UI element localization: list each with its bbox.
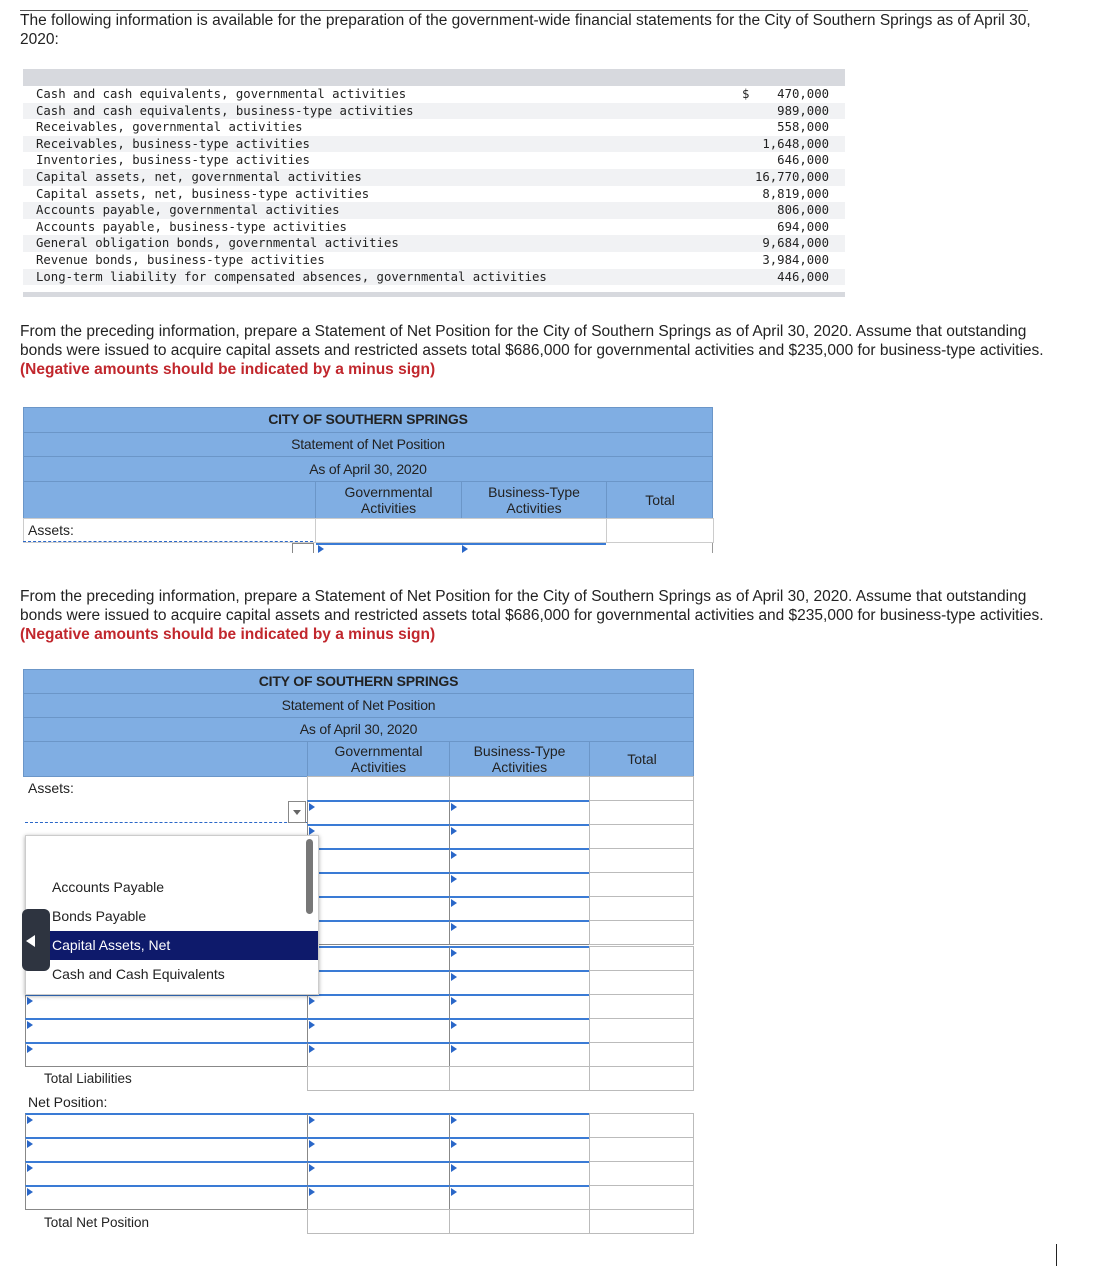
input-arrow-icon bbox=[451, 997, 457, 1005]
input-arrow-icon bbox=[309, 1140, 315, 1148]
net-gov-input[interactable] bbox=[307, 1161, 450, 1186]
biz-input[interactable] bbox=[449, 824, 590, 849]
data-row-label: Accounts payable, governmental activities bbox=[36, 203, 340, 218]
instruction-paragraph-2 bbox=[20, 587, 1050, 644]
input-arrow-icon bbox=[451, 1116, 457, 1124]
total-cell bbox=[589, 920, 694, 945]
input-arrow-icon bbox=[27, 1188, 33, 1196]
data-row-value: 694,000 bbox=[777, 219, 829, 234]
data-row-value: 1,648,000 bbox=[762, 136, 829, 151]
given-data-table bbox=[23, 69, 845, 297]
data-row-value: 16,770,000 bbox=[754, 170, 829, 184]
data-row-label: Receivables, business-type activities bbox=[36, 136, 310, 151]
statement2-col-gov: Governmental Activities bbox=[334, 743, 423, 775]
total-cell bbox=[589, 1042, 694, 1067]
account-select[interactable] bbox=[25, 1018, 308, 1043]
data-row bbox=[23, 269, 845, 286]
statement2-title: Statement of Net Position bbox=[281, 697, 436, 713]
gov-input[interactable] bbox=[307, 946, 450, 971]
gov-input[interactable] bbox=[307, 994, 450, 1019]
input-arrow-icon bbox=[451, 1140, 457, 1148]
data-row bbox=[23, 86, 845, 103]
text-cursor bbox=[1056, 1244, 1057, 1266]
data-row-value: 470,000 bbox=[777, 87, 829, 101]
data-row-value: 3,984,000 bbox=[762, 253, 829, 267]
data-row-value: 8,819,000 bbox=[762, 186, 829, 201]
gov-input[interactable] bbox=[307, 872, 450, 897]
input-arrow-icon bbox=[451, 973, 457, 981]
data-row-value: 646,000 bbox=[777, 153, 829, 168]
statement1-input-row[interactable] bbox=[316, 543, 606, 545]
data-row bbox=[23, 169, 845, 186]
net-total-cell bbox=[589, 1161, 694, 1186]
input-arrow-icon bbox=[27, 1116, 33, 1124]
data-row bbox=[23, 103, 845, 120]
gov-input[interactable] bbox=[307, 1042, 450, 1067]
option-capital-assets-net[interactable]: Capital Assets, Net bbox=[26, 931, 318, 960]
data-row-currency: $ bbox=[742, 87, 750, 101]
statement1-assets-total bbox=[606, 518, 714, 543]
biz-input[interactable] bbox=[449, 800, 590, 825]
statement1-arrow-1 bbox=[318, 545, 324, 553]
data-row bbox=[23, 136, 845, 153]
data-row-label: Cash and cash equivalents, governmental activities bbox=[36, 87, 407, 101]
account-select[interactable] bbox=[25, 1042, 308, 1067]
input-arrow-icon bbox=[309, 997, 315, 1005]
data-row bbox=[23, 152, 845, 169]
dropdown-scroll-knob[interactable] bbox=[22, 909, 50, 971]
data-row-label: General obligation bonds, governmental activities bbox=[36, 236, 399, 251]
data-row-value: 446,000 bbox=[777, 269, 829, 284]
assets-gov-cell bbox=[307, 776, 450, 801]
gov-input[interactable] bbox=[307, 848, 450, 873]
statement1-city: CITY OF SOUTHERN SPRINGS bbox=[268, 411, 468, 427]
input-arrow-icon bbox=[451, 1045, 457, 1053]
chevron-down-icon bbox=[293, 810, 301, 815]
input-arrow-icon bbox=[451, 923, 457, 931]
statement1-assets-label: Assets: bbox=[28, 522, 74, 538]
data-row-value: 989,000 bbox=[777, 103, 829, 118]
net-position-label: Net Position: bbox=[28, 1094, 108, 1110]
input-arrow-icon bbox=[451, 851, 457, 859]
data-row-value: 806,000 bbox=[777, 203, 829, 218]
select-toggle[interactable] bbox=[288, 801, 306, 823]
input-arrow-icon bbox=[451, 949, 457, 957]
statement1-account-select[interactable] bbox=[23, 541, 313, 542]
input-arrow-icon bbox=[27, 1045, 33, 1053]
input-arrow-icon bbox=[451, 899, 457, 907]
input-arrow-icon bbox=[309, 1116, 315, 1124]
instruction-note: (Negative amounts should be indicated by a minus sign) bbox=[20, 361, 436, 378]
instruction-note-2: (Negative amounts should be indicated by a minus sign) bbox=[20, 626, 436, 643]
input-arrow-icon bbox=[309, 1188, 315, 1196]
input-arrow-icon bbox=[451, 1164, 457, 1172]
net-position-select[interactable] bbox=[25, 1137, 308, 1162]
input-arrow-icon bbox=[309, 1021, 315, 1029]
data-row-label: Long-term liability for compensated absences, governmental activities bbox=[36, 269, 547, 284]
input-arrow-icon bbox=[451, 875, 457, 883]
input-arrow-icon bbox=[27, 1164, 33, 1172]
data-row bbox=[23, 219, 845, 236]
biz-input[interactable] bbox=[449, 994, 590, 1019]
statement1-col-biz: Business-Type Activities bbox=[488, 484, 580, 516]
net-position-select[interactable] bbox=[25, 1185, 308, 1210]
input-arrow-icon bbox=[451, 1188, 457, 1196]
data-row-label: Capital assets, net, business-type activities bbox=[36, 186, 370, 201]
total-net-position-label: Total Net Position bbox=[44, 1215, 150, 1230]
input-arrow-icon bbox=[451, 1021, 457, 1029]
input-arrow-icon bbox=[27, 1140, 33, 1148]
biz-input[interactable] bbox=[449, 1018, 590, 1043]
account-select-open[interactable] bbox=[25, 822, 307, 823]
input-arrow-icon bbox=[451, 827, 457, 835]
option-bonds-payable[interactable]: Bonds Payable bbox=[52, 908, 147, 924]
statement2-date: As of April 30, 2020 bbox=[299, 721, 418, 737]
input-arrow-icon bbox=[309, 827, 315, 835]
total-net-total bbox=[589, 1209, 694, 1234]
gov-input[interactable] bbox=[307, 800, 450, 825]
statement1-arrow-2 bbox=[462, 545, 468, 553]
statement1-date: As of April 30, 2020 bbox=[309, 461, 427, 477]
statement1-col-gov: Governmental Activities bbox=[344, 484, 433, 516]
total-cell bbox=[589, 872, 694, 897]
net-position-select[interactable] bbox=[25, 1161, 308, 1186]
statement2-city: CITY OF SOUTHERN SPRINGS bbox=[258, 673, 459, 689]
chevron-left-icon bbox=[26, 935, 35, 947]
gov-input[interactable] bbox=[307, 896, 450, 921]
data-row-label: Receivables, governmental activities bbox=[36, 120, 303, 135]
data-row bbox=[23, 235, 845, 252]
net-total-cell bbox=[589, 1113, 694, 1138]
statement2-assets-label: Assets: bbox=[28, 780, 74, 796]
option-accounts-payable[interactable]: Accounts Payable bbox=[52, 879, 165, 895]
net-gov-input[interactable] bbox=[307, 1185, 450, 1210]
account-dropdown-menu[interactable] bbox=[25, 835, 319, 995]
statement1-assets-values bbox=[315, 518, 607, 543]
gov-input[interactable] bbox=[307, 970, 450, 995]
net-total-cell bbox=[589, 1137, 694, 1162]
input-arrow-icon bbox=[309, 1045, 315, 1053]
input-arrow-icon bbox=[309, 803, 315, 811]
total-net-biz bbox=[449, 1209, 590, 1234]
option-cash-equivalents[interactable]: Cash and Cash Equivalents bbox=[52, 966, 225, 982]
biz-input[interactable] bbox=[449, 872, 590, 897]
total-cell bbox=[589, 848, 694, 873]
input-arrow-icon bbox=[27, 1021, 33, 1029]
intro-text: The following information is available for the preparation of the government-wide financial statements for the City of Southern Springs as of April 30, 2020: bbox=[20, 12, 1031, 48]
data-row bbox=[23, 119, 845, 136]
statement1-title: Statement of Net Position bbox=[291, 436, 445, 452]
total-liab-biz bbox=[449, 1066, 590, 1091]
total-cell bbox=[589, 824, 694, 849]
net-gov-input[interactable] bbox=[307, 1113, 450, 1138]
total-liabilities-label: Total Liabilities bbox=[44, 1071, 132, 1086]
gov-input[interactable] bbox=[307, 824, 450, 849]
net-biz-input[interactable] bbox=[449, 1161, 590, 1186]
total-cell bbox=[589, 994, 694, 1019]
biz-input[interactable] bbox=[449, 1042, 590, 1067]
input-arrow-icon bbox=[309, 1164, 315, 1172]
total-net-gov bbox=[307, 1209, 450, 1234]
net-position-select[interactable] bbox=[25, 1113, 308, 1138]
statement1-edge bbox=[712, 543, 713, 553]
statement2-col-total: Total bbox=[627, 751, 657, 767]
data-row bbox=[23, 202, 845, 219]
data-row-label: Accounts payable, business-type activities bbox=[36, 219, 347, 234]
biz-input[interactable] bbox=[449, 946, 590, 971]
biz-input[interactable] bbox=[449, 896, 590, 921]
data-row-label: Capital assets, net, governmental activities bbox=[36, 170, 362, 184]
gov-input[interactable] bbox=[307, 1018, 450, 1043]
total-cell bbox=[589, 896, 694, 921]
assets-total-cell bbox=[589, 776, 694, 801]
data-row-label: Inventories, business-type activities bbox=[36, 153, 310, 168]
net-total-cell bbox=[589, 1185, 694, 1210]
total-cell bbox=[589, 946, 694, 971]
assets-biz-cell bbox=[449, 776, 590, 801]
biz-input[interactable] bbox=[449, 920, 590, 945]
statement1-col-total: Total bbox=[645, 492, 675, 508]
total-cell bbox=[589, 800, 694, 825]
data-row bbox=[23, 252, 845, 269]
data-row-label: Cash and cash equivalents, business-type activities bbox=[36, 103, 414, 118]
instruction-text-2: From the preceding information, prepare a Statement of Net Position for the City of Southern Springs as of April 30, 2020. Assume that outstanding bonds were issued to acquire capital assets and restricted assets total $686,000 for governmental activities and $235,000 for business-type activities. bbox=[20, 588, 1044, 624]
net-biz-input[interactable] bbox=[449, 1185, 590, 1210]
statement1-select-box[interactable] bbox=[292, 543, 314, 553]
net-biz-input[interactable] bbox=[449, 1113, 590, 1138]
net-biz-input[interactable] bbox=[449, 1137, 590, 1162]
total-cell bbox=[589, 970, 694, 995]
data-row bbox=[23, 186, 845, 203]
instruction-paragraph-1 bbox=[20, 322, 1050, 379]
statement2-col-biz: Business-Type Activities bbox=[473, 743, 566, 775]
account-select[interactable] bbox=[25, 994, 308, 1019]
total-liab-gov bbox=[307, 1066, 450, 1091]
input-arrow-icon bbox=[451, 803, 457, 811]
data-row-label: Revenue bonds, business-type activities bbox=[36, 253, 325, 267]
biz-input[interactable] bbox=[449, 848, 590, 873]
net-gov-input[interactable] bbox=[307, 1137, 450, 1162]
total-liab-total bbox=[589, 1066, 694, 1091]
data-row-value: 9,684,000 bbox=[762, 236, 829, 251]
gov-input[interactable] bbox=[307, 920, 450, 945]
biz-input[interactable] bbox=[449, 970, 590, 995]
data-row-value: 558,000 bbox=[777, 120, 829, 135]
input-arrow-icon bbox=[27, 997, 33, 1005]
instruction-text: From the preceding information, prepare a Statement of Net Position for the City of Southern Springs as of April 30, 2020. Assume that outstanding bonds were issued to acquire capital assets and restricted assets total $686,000 for governmental activities and $235,000 for business-type activities. bbox=[20, 323, 1044, 359]
total-cell bbox=[589, 1018, 694, 1043]
